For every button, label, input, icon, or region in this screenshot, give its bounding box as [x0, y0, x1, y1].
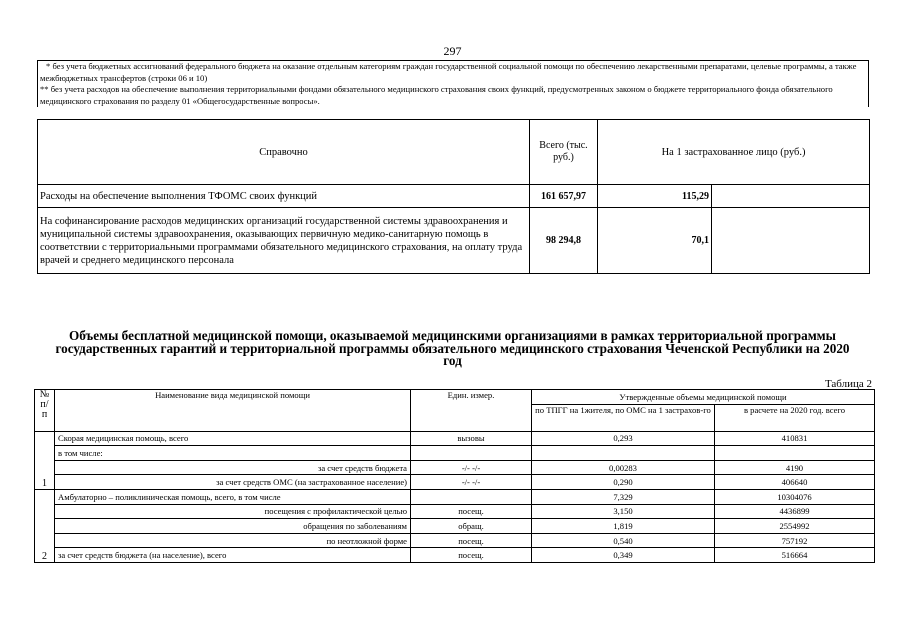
- row-name: обращения по заболеваниям: [55, 519, 411, 534]
- row-per: 0,293: [532, 431, 715, 446]
- reference-table: [37, 119, 870, 274]
- row-unit: [411, 489, 532, 504]
- row-unit: обращ.: [411, 519, 532, 534]
- row-unit: -/- -/-: [411, 460, 532, 475]
- row-name: Скорая медицинская помощь, всего: [55, 431, 411, 446]
- row-per: 0,290: [532, 475, 715, 490]
- table-row: [35, 475, 875, 490]
- document-title: Объемы бесплатной медицинской помощи, оказываемой медицинскими организациями в рамках территориальной программы государственных гарантий и территориальной программы обязательного медицинского страхования Чеченской Республики на 2020 год: [55, 328, 850, 368]
- header-name: Наименование вида медицинской помощи: [55, 390, 411, 432]
- ref-row-2-total: 98 294,8: [530, 208, 598, 274]
- ref-row-1-empty: [712, 185, 870, 208]
- row-total: 410831: [715, 431, 875, 446]
- page-number: 297: [443, 44, 462, 58]
- row-unit: посещ.: [411, 504, 532, 519]
- ref-row-1-per: 115,29: [598, 185, 712, 208]
- header-per-person: по ТПГГ на 1жителя, по ОМС на 1 застрахов-го: [532, 404, 715, 431]
- ref-header-total: Всего (тыс. руб.): [530, 120, 598, 185]
- row-total: 10304076: [715, 489, 875, 504]
- ref-row-2-label: На софинансирование расходов медицинских организаций государственной системы здравоохранения и муниципальной системы здравоохранения, оказывающих первичную медико-санитарную помощь в соответствии с территориальными программами обязательного медицинского страхования, на оплату труда врачей и среднего медицинского персонала: [38, 208, 530, 274]
- row-total: [715, 446, 875, 461]
- ref-row-2-empty: [712, 208, 870, 274]
- row-per: 0,349: [532, 548, 715, 563]
- footnote-1: * без учета бюджетных ассигнований федерального бюджета на оказание отдельным категориям граждан государственной социальной помощи по обеспечению лекарственными препаратами, целевые программы, а также межбюджетных трансфертов (строки 06 и 10): [40, 61, 857, 83]
- row-total: 406640: [715, 475, 875, 490]
- row-num: 2: [35, 489, 55, 562]
- row-name: за счет средств бюджета: [55, 460, 411, 475]
- ref-header-label: Справочно: [38, 120, 530, 185]
- row-unit: посещ.: [411, 533, 532, 548]
- row-unit: -/- -/-: [411, 475, 532, 490]
- row-total: 4436899: [715, 504, 875, 519]
- row-num: 1: [35, 431, 55, 489]
- row-name: в том числе:: [55, 446, 411, 461]
- ref-row-1-label: Расходы на обеспечение выполнения ТФОМС своих функций: [38, 185, 530, 208]
- row-name: Амбулаторно – поликлиническая помощь, всего, в том числе: [55, 489, 411, 504]
- ref-row-2-per: 70,1: [598, 208, 712, 274]
- row-per: 0,00283: [532, 460, 715, 475]
- table-row: [35, 489, 875, 504]
- table-row: [35, 519, 875, 534]
- table-row: [35, 446, 875, 461]
- table-row: [35, 460, 875, 475]
- row-unit: посещ.: [411, 548, 532, 563]
- table-row: [35, 504, 875, 519]
- row-name: по неотложной форме: [55, 533, 411, 548]
- row-total: 2554992: [715, 519, 875, 534]
- table-number: Таблица 2: [824, 378, 872, 390]
- row-per: 0,540: [532, 533, 715, 548]
- row-per: 7,329: [532, 489, 715, 504]
- row-unit: вызовы: [411, 431, 532, 446]
- ref-header-per: На 1 застрахованное лицо (руб.): [598, 120, 870, 185]
- row-per: 1,819: [532, 519, 715, 534]
- row-per: [532, 446, 715, 461]
- row-name: посещения с профилактической целью: [55, 504, 411, 519]
- row-unit: [411, 446, 532, 461]
- header-unit: Един. измер.: [411, 390, 532, 432]
- row-name: за счет средств бюджета (на население), всего: [55, 548, 411, 563]
- row-total: 757192: [715, 533, 875, 548]
- table-row: [35, 548, 875, 563]
- ref-row-1-total: 161 657,97: [530, 185, 598, 208]
- footnotes: [37, 60, 869, 107]
- row-per: 3,150: [532, 504, 715, 519]
- table-row: [35, 431, 875, 446]
- header-approved: Утвержденные объемы медицинской помощи: [532, 390, 875, 405]
- header-num: № п/п: [35, 390, 55, 432]
- row-total: 516664: [715, 548, 875, 563]
- row-name: за счет средств ОМС (на застрахованное население): [55, 475, 411, 490]
- header-total: в расчете на 2020 год. всего: [715, 404, 875, 431]
- volumes-table: [34, 389, 875, 563]
- table-row: [35, 533, 875, 548]
- row-total: 4190: [715, 460, 875, 475]
- footnote-2: ** без учета расходов на обеспечение выполнения территориальными фондами обязательного медицинского страхования своих функций, предусмотренных законом о бюджете территориального фонда обязательного медицинского страхования по разделу 01 «Общегосударственные вопросы».: [40, 84, 833, 106]
